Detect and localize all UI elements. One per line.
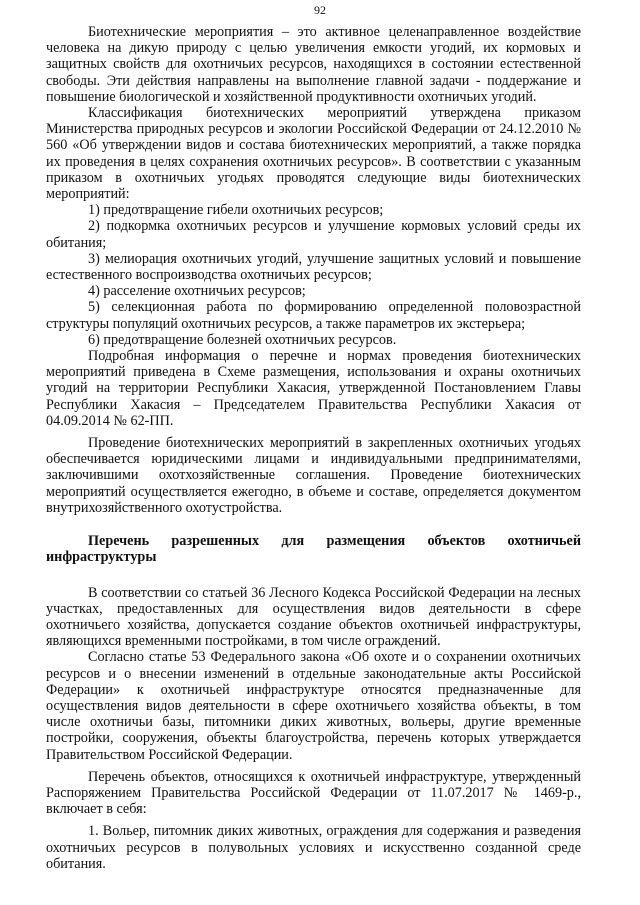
paragraph: Проведение биотехнических мероприятий в закрепленных охотничьих угодьях обеспечивается юридическими лицами и индивидуальными предпринимателями, заключившими охотхозяйственные соглашения. Проведение биотехнических мероприятий осуществляется ежегодно, в объеме и составе, определяется документом внутрихозяйственного охотустройства.	[46, 435, 581, 516]
page-number: 92	[314, 3, 326, 17]
list-item: 4) расселение охотничьих ресурсов;	[88, 283, 306, 300]
list-item: 2) подкормка охотничьих ресурсов и улучшение кормовых условий среды их обитания;	[46, 218, 581, 251]
paragraph: Биотехнические мероприятия – это активное целенаправленное воздействие человека на дикую природу с целью увеличения емкости угодий, их кормовых и защитных свойств для охотничьих ресурсов, находящихся в состоянии естественной свободы. Эти действия направлены на выполнение главной задачи - поддержание и повышение биологической и хозяйственной продуктивности охотничьих угодий.	[46, 24, 581, 105]
document-body	[46, 24, 581, 872]
paragraph: Подробная информация о перечне и нормах проведения биотехнических мероприятий приведена в Схеме размещения, использования и охраны охотничьих угодий на территории Республики Хакасия, утвержденной Постановлением Главы Республики Хакасия – Председателем Правительства Республики Хакасия от 04.09.2014 № 62-ПП.	[46, 348, 581, 429]
list-item: 6) предотвращение болезней охотничьих ресурсов.	[88, 331, 397, 348]
section-heading: Перечень разрешенных для размещения объектов охотничьей инфраструктуры	[46, 533, 581, 566]
list-item: 5) селекционная работа по формированию определенной половозрастной структуры популяций охотничьих ресурсов, а также параметров их экстерьера;	[46, 299, 581, 332]
paragraph: 1. Вольер, питомник диких животных, ограждения для содержания и разведения охотничьих ресурсов в полувольных условиях и искусственно созданной среде обитания.	[46, 823, 581, 872]
list-item: 3) мелиорация охотничьих угодий, улучшение защитных условий и повышение естественного воспроизводства охотничьих ресурсов;	[46, 250, 581, 284]
list-item: 1) предотвращение гибели охотничьих ресурсов;	[88, 202, 384, 219]
paragraph: Классификация биотехнических мероприятий утверждена приказом Министерства природных ресурсов и экологии Российской Федерации от 24.12.2010 № 560 «Об утверждении видов и состава биотехнических мероприятий, а также порядка их проведения в целях сохранения охотничьих ресурсов». В соответствии с указанным приказом в охотничьих угодьях проводятся следующие виды биотехнических мероприятий:	[46, 105, 581, 203]
paragraph: Согласно статье 53 Федерального закона «Об охоте и о сохранении охотничьих ресурсов и о внесении изменений в отдельные законодательные акты Российской Федерации» к охотничьей инфраструктуре относятся предназначенные для осуществления видов деятельности в сфере охотничьего хозяйства объекты, в том числе охотничьи базы, питомники диких животных, вольеры, другие временные постройки, сооружения, объекты благоустройства, перечень которых утверждается Правительством Российской Федерации.	[46, 649, 581, 763]
paragraph: В соответствии со статьей 36 Лесного Кодекса Российской Федерации на лесных участках, предоставленных для осуществления видов деятельности в сфере охотничьего хозяйства, допускается создание объектов охотничьей инфраструктуры, являющихся временными постройками, в том числе ограждений.	[46, 584, 581, 650]
paragraph: Перечень объектов, относящихся к охотничьей инфраструктуре, утвержденный Распоряжением Правительства Российской Федерации от 11.07.2017 № 1469-р., включает в себя:	[46, 768, 581, 818]
